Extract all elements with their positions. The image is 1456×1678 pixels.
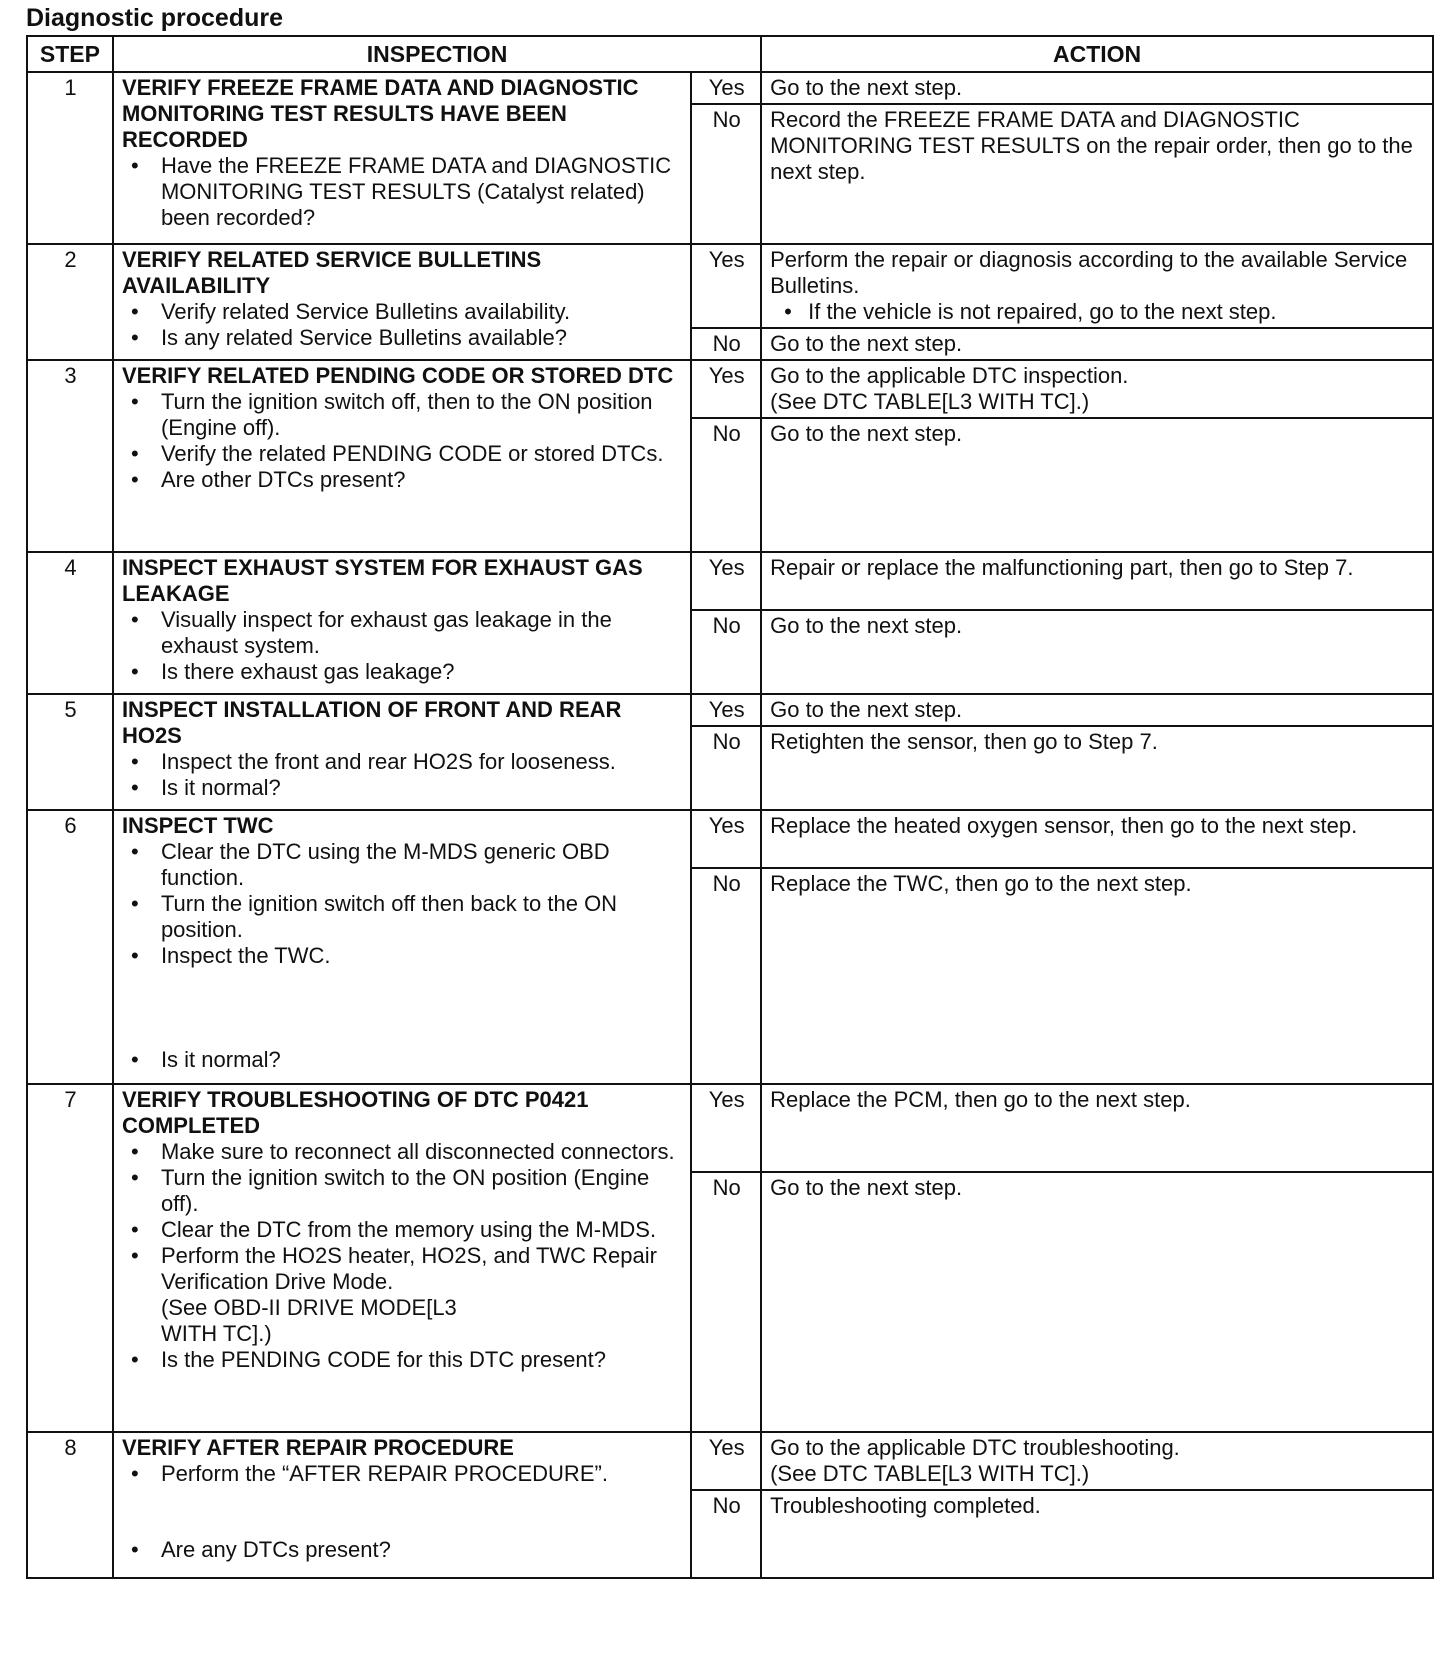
- step-inspection: [113, 360, 691, 552]
- step-inspection: [113, 552, 691, 694]
- no-label: No: [691, 328, 761, 360]
- no-action: Replace the TWC, then go to the next step.: [761, 868, 1433, 1084]
- step-heading: VERIFY AFTER REPAIR PROCEDURE: [121, 1435, 514, 1460]
- yes-action: Repair or replace the malfunctioning part, then go to Step 7.: [761, 552, 1433, 610]
- step-heading: INSPECT INSTALLATION OF FRONT AND REAR HO2S: [121, 697, 622, 748]
- no-label: No: [691, 1490, 761, 1578]
- step-number: 5: [27, 694, 113, 810]
- step-1-yes-row: [27, 72, 1433, 104]
- inspection-bullet: • Inspect the TWC.: [122, 943, 683, 969]
- no-label: No: [691, 1172, 761, 1432]
- inspection-bullet: • Clear the DTC using the M-MDS generic OBD function.: [122, 839, 683, 891]
- step-heading: VERIFY TROUBLESHOOTING OF DTC P0421 COMPLETED: [121, 1087, 589, 1138]
- drive-mode-reference-cont: WITH TC].): [160, 1321, 272, 1346]
- inspection-bullet: • Turn the ignition switch to the ON position (Engine off).: [122, 1165, 683, 1217]
- yes-action-cell: [761, 244, 1433, 328]
- inspection-bullet: • Is the PENDING CODE for this DTC present?: [122, 1347, 683, 1373]
- step-number: 7: [27, 1084, 113, 1432]
- step-inspection: [113, 810, 691, 1084]
- step-inspection: [113, 694, 691, 810]
- inspection-bullet-drive-mode: [122, 1243, 683, 1347]
- step-inspection: [113, 244, 691, 360]
- action-bullet: • If the vehicle is not repaired, go to the next step.: [770, 299, 1425, 325]
- inspection-bullet: • Have the FREEZE FRAME DATA and DIAGNOSTIC MONITORING TEST RESULTS (Catalyst related) been recorded?: [122, 153, 683, 231]
- step-number: 8: [27, 1432, 113, 1578]
- step-5-yes-row: [27, 694, 1433, 726]
- table-header-row: [27, 36, 1433, 72]
- inspection-bullet: • Are other DTCs present?: [122, 467, 683, 493]
- header-step: STEP: [27, 36, 113, 72]
- no-action: Go to the next step.: [761, 610, 1433, 694]
- step-2-yes-row: [27, 244, 1433, 328]
- step-number: 2: [27, 244, 113, 360]
- yes-action-cell: [761, 360, 1433, 418]
- step-inspection: [113, 72, 691, 244]
- header-action: ACTION: [761, 36, 1433, 72]
- inspection-bullet: • Is it normal?: [122, 1047, 683, 1073]
- no-action: Record the FREEZE FRAME DATA and DIAGNOSTIC MONITORING TEST RESULTS on the repair order, then go to the next step.: [761, 104, 1433, 244]
- no-label: No: [691, 104, 761, 244]
- inspection-bullet: • Clear the DTC from the memory using the M-MDS.: [122, 1217, 683, 1243]
- step-4-yes-row: [27, 552, 1433, 610]
- inspection-bullet: • Make sure to reconnect all disconnected connectors.: [122, 1139, 683, 1165]
- yes-action: Go to the applicable DTC troubleshooting.: [770, 1435, 1180, 1460]
- step-heading: VERIFY RELATED PENDING CODE OR STORED DTC: [121, 363, 674, 388]
- inspection-bullet: • Turn the ignition switch off, then to the ON position (Engine off).: [122, 389, 683, 441]
- no-label: No: [691, 610, 761, 694]
- inspection-bullet: • Is any related Service Bulletins available?: [122, 325, 683, 351]
- header-inspection: INSPECTION: [113, 36, 761, 72]
- inspection-bullet: • Perform the “AFTER REPAIR PROCEDURE”.: [122, 1461, 683, 1487]
- inspection-bullet: • Inspect the front and rear HO2S for looseness.: [122, 749, 683, 775]
- yes-action: Replace the PCM, then go to the next step.: [761, 1084, 1433, 1172]
- yes-action: Replace the heated oxygen sensor, then go to the next step.: [761, 810, 1433, 868]
- inspection-bullet: • Is it normal?: [122, 775, 683, 801]
- yes-label: Yes: [691, 244, 761, 328]
- no-label: No: [691, 418, 761, 552]
- yes-action: Perform the repair or diagnosis according to the available Service Bulletins.: [770, 247, 1408, 298]
- step-heading: VERIFY RELATED SERVICE BULLETINS AVAILABILITY: [121, 247, 542, 298]
- no-label: No: [691, 726, 761, 810]
- step-number: 4: [27, 552, 113, 694]
- inspection-bullet: • Are any DTCs present?: [122, 1537, 683, 1563]
- yes-label: Yes: [691, 72, 761, 104]
- yes-action-cell: [761, 1432, 1433, 1490]
- step-number: 1: [27, 72, 113, 244]
- yes-label: Yes: [691, 360, 761, 418]
- step-7-yes-row: [27, 1084, 1433, 1172]
- yes-action: Go to the next step.: [761, 694, 1433, 726]
- yes-label: Yes: [691, 694, 761, 726]
- step-6-yes-row: [27, 810, 1433, 868]
- yes-label: Yes: [691, 810, 761, 868]
- inspection-bullet: • Is there exhaust gas leakage?: [122, 659, 683, 685]
- no-action: Go to the next step.: [761, 328, 1433, 360]
- no-action: Go to the next step.: [761, 418, 1433, 552]
- page-title: Diagnostic procedure: [26, 4, 283, 32]
- step-heading: INSPECT EXHAUST SYSTEM FOR EXHAUST GAS LEAKAGE: [121, 555, 643, 606]
- step-heading: VERIFY FREEZE FRAME DATA AND DIAGNOSTIC MONITORING TEST RESULTS HAVE BEEN RECORDED: [121, 75, 639, 152]
- yes-action-reference: (See DTC TABLE[L3 WITH TC].): [770, 1461, 1090, 1486]
- no-label: No: [691, 868, 761, 1084]
- inspection-bullet: • Turn the ignition switch off then back to the ON position.: [122, 891, 683, 943]
- inspection-bullet: • Visually inspect for exhaust gas leakage in the exhaust system.: [122, 607, 683, 659]
- step-number: 3: [27, 360, 113, 552]
- yes-action: Go to the applicable DTC inspection.: [770, 363, 1129, 388]
- step-8-yes-row: [27, 1432, 1433, 1490]
- step-3-yes-row: [27, 360, 1433, 418]
- inspection-bullet: • Verify the related PENDING CODE or stored DTCs.: [122, 441, 683, 467]
- yes-label: Yes: [691, 1084, 761, 1172]
- step-number: 6: [27, 810, 113, 1084]
- diagnostic-procedure-table: [26, 35, 1434, 1579]
- no-action: Retighten the sensor, then go to Step 7.: [761, 726, 1433, 810]
- drive-mode-text: • Perform the HO2S heater, HO2S, and TWC Repair Verification Drive Mode.: [160, 1243, 657, 1294]
- yes-action-reference: (See DTC TABLE[L3 WITH TC].): [770, 389, 1090, 414]
- yes-label: Yes: [691, 552, 761, 610]
- step-inspection: [113, 1084, 691, 1432]
- no-action: Troubleshooting completed.: [761, 1490, 1433, 1578]
- inspection-bullet: • Verify related Service Bulletins availability.: [122, 299, 683, 325]
- step-heading: INSPECT TWC: [121, 813, 274, 838]
- step-inspection: [113, 1432, 691, 1578]
- drive-mode-reference: (See OBD-II DRIVE MODE[L3: [160, 1295, 457, 1320]
- yes-action: Go to the next step.: [761, 72, 1433, 104]
- yes-label: Yes: [691, 1432, 761, 1490]
- no-action: Go to the next step.: [761, 1172, 1433, 1432]
